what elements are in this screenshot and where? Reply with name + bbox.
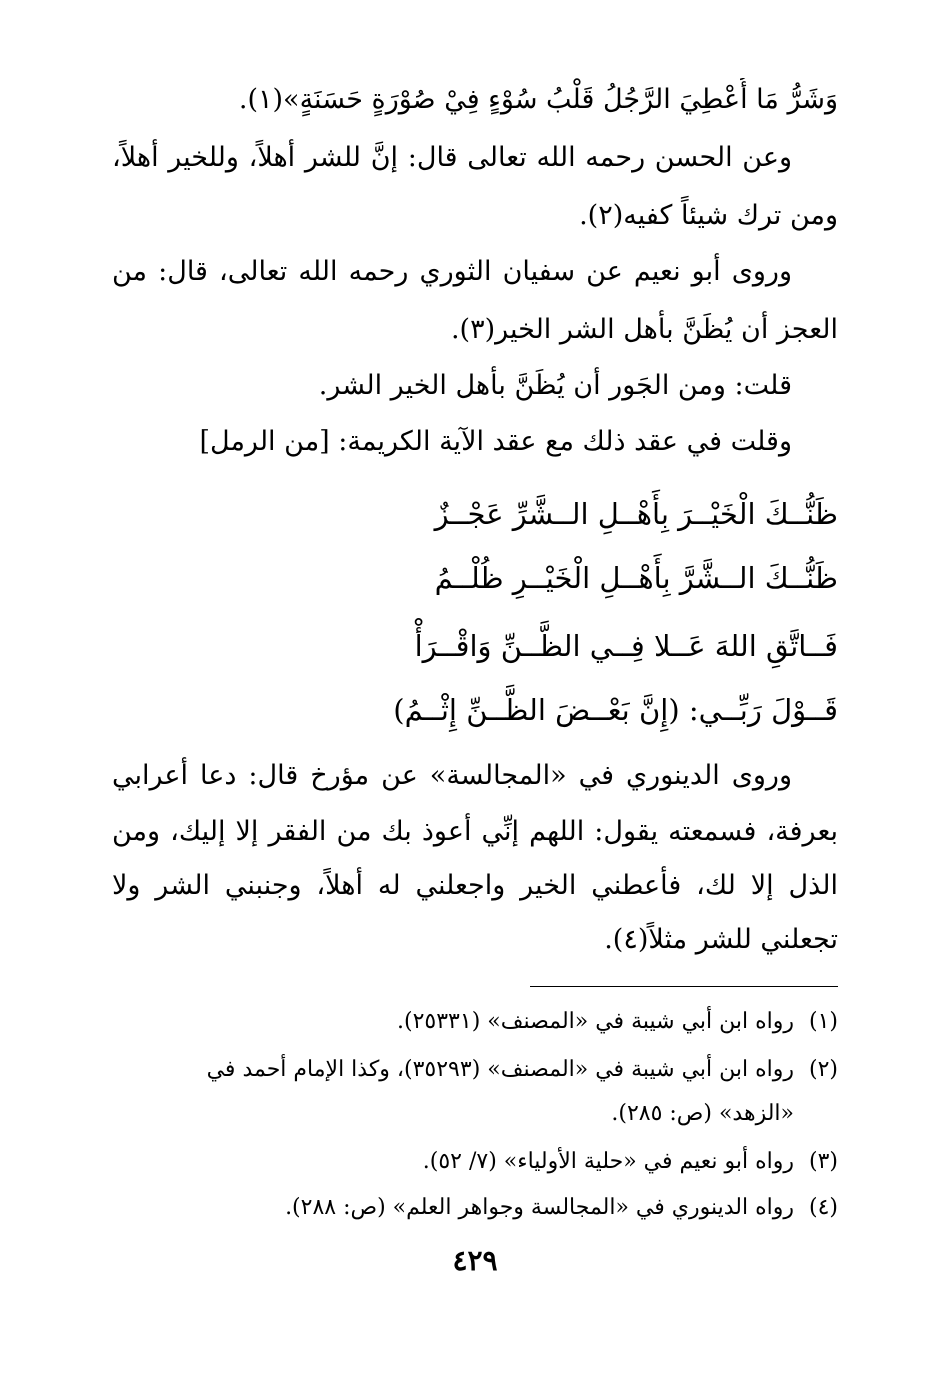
footnote-4 [112,1190,838,1226]
text-line: ومن ترك شيئاً كفيه(٢). [579,200,838,231]
footnote-number: (٣) [808,1149,838,1174]
footnote-number: (٢) [808,1057,838,1082]
text-line: العجز أن يُظَنَّ بأهل الشر الخير(٣). [450,314,838,345]
poem-verse: ظَنُّــكَ الــشَّرَّ بِأَهْــلِ الْخَيْــرِ ظُلْــمُ [434,561,838,595]
poem-verse: قَــوْلَ رَبِّــي: (إِنَّ بَعْــضَ الظَّــنِّ إِثْــمُ) [393,693,838,727]
poem-verse: فَــاتَّقِ اللهَ عَــلا فِــي الظَّــنِّ وَاقْــرَأْ [414,629,838,663]
book-page [112,78,838,1368]
footnote-divider [530,986,838,987]
footnote-3 [112,1144,838,1180]
text-line: الذل إلا لك، فأعطني الخير واجعلني له أهلاً، وجنبني الشر ولا [112,870,838,901]
text-line: تجعلني للشر مثلاً(٤). [604,924,838,955]
poem-verse: ظَنُّــكَ الْخَيْــرَ بِأَهْــلِ الــشَّرِّ عَجْــزٌ [434,497,838,531]
text-line: وروى أبو نعيم عن سفيان الثوري رحمه الله تعالى، قال: من [112,256,792,287]
footnote-1 [112,1004,838,1040]
text-line: وروى الدينوري في «المجالسة» عن مؤرخ قال: دعا أعرابي [112,760,792,791]
footnote-text: رواه ابن أبي شيبة في «المصنف» (٢٥٣٣١). [397,1009,794,1034]
footnote-number: (٤) [808,1195,838,1220]
text-line: وقلت في عقد ذلك مع عقد الآية الكريمة: [من الرمل] [199,426,792,457]
footnote-2 [112,1052,838,1088]
text-line: وعن الحسن رحمه الله تعالى قال: إنَّ للشر أهلاً، وللخير أهلاً، [112,142,792,173]
text-line: وَشَرُّ مَا أُعْطِيَ الرَّجُلُ قَلْبُ سُوْءٍ فِيْ صُوْرَةٍ حَسَنَةٍ»(١). [238,84,838,115]
footnote-number: (١) [808,1009,838,1034]
footnote-text: رواه الدينوري في «المجالسة وجواهر العلم» (ص: ٢٨٨). [285,1195,794,1220]
footnote-text: رواه ابن أبي شيبة في «المصنف» (٣٥٢٩٣)، وكذا الإمام أحمد في [206,1057,794,1082]
page-number: ٤٢٩ [452,1244,498,1277]
text-line: بعرفة، فسمعته يقول: اللهم إنِّي أعوذ بك من الفقر إلا إليك، ومن [112,816,838,847]
text-line: قلت: ومن الجَور أن يُظَنَّ بأهل الخير الشر. [318,370,792,401]
footnote-text: رواه أبو نعيم في «حلية الأولياء» (٧/ ٥٢). [422,1149,794,1174]
footnote-2-continuation: «الزهد» (ص: ٢٨٥). [611,1101,794,1126]
